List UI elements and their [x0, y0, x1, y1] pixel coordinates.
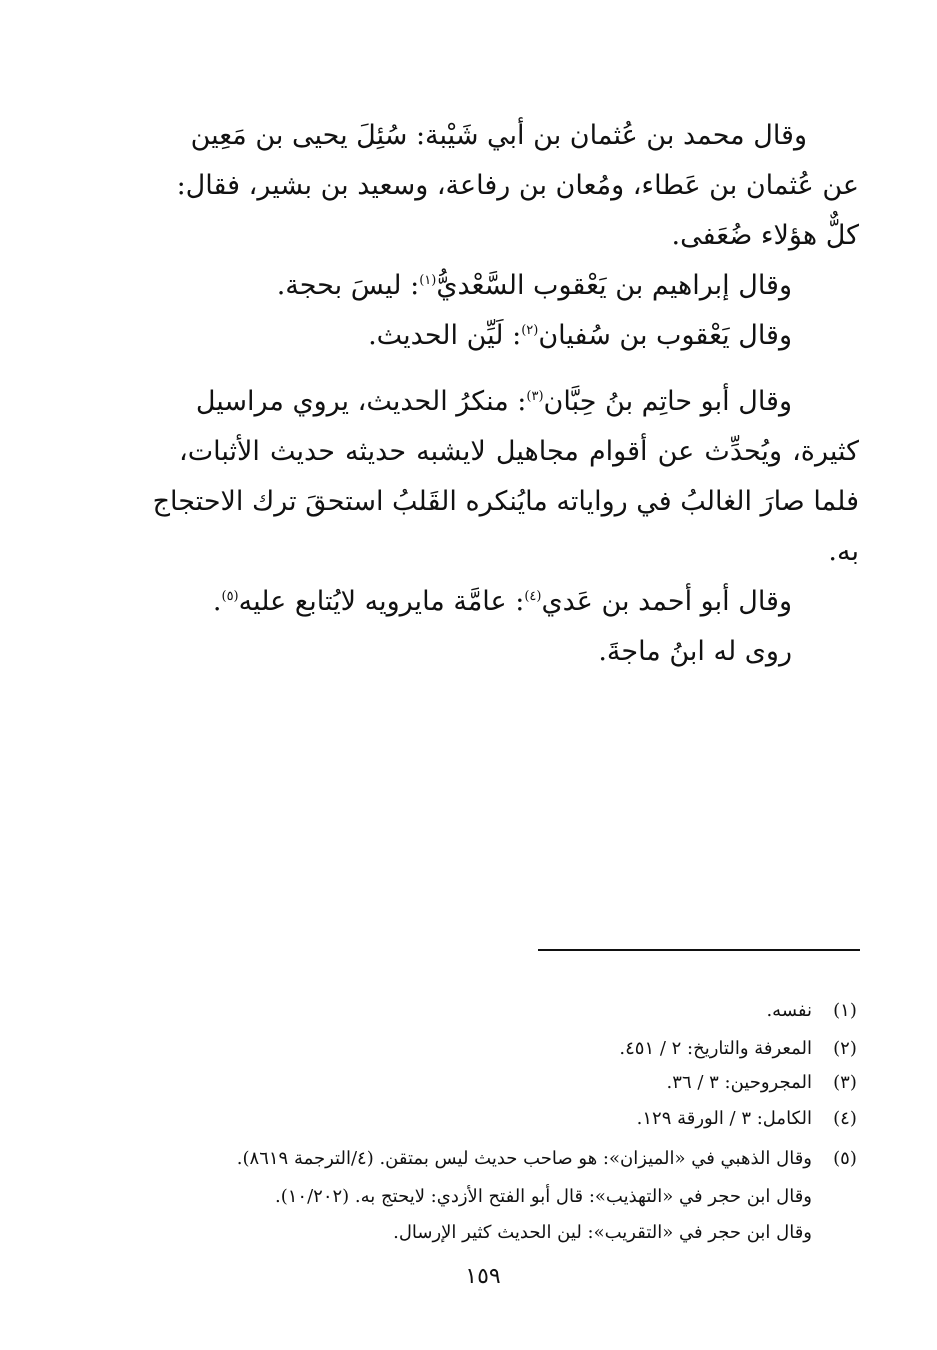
footnote-text: المعرفة والتاريخ: ٢ / ٤٥١.: [619, 1038, 812, 1059]
text-segment: .: [212, 586, 222, 617]
footnote-text: وقال ابن حجر في «التهذيب»: قال أبو الفتح الأزدي: لايحتج به. (١٠/٢٠٢).: [275, 1186, 812, 1207]
footnote-marker: (١): [419, 273, 437, 288]
footnote-number: (٥): [833, 1148, 857, 1169]
footnote-number: (٤): [833, 1108, 857, 1129]
footnote-number: (٣): [833, 1072, 857, 1093]
text-segment: وقال أبو أحمد بن عَدي: [541, 586, 792, 617]
text-segment: : منكرُ الحديث، يروي مراسيل: [195, 386, 527, 417]
footnote-text: وقال الذهبي في «الميزان»: هو صاحب حديث ليس بمتقن. (٤/الترجمة ٨٦١٩).: [236, 1148, 812, 1169]
footnote-number: (٢): [833, 1038, 857, 1059]
body-line: [213, 582, 792, 624]
footnote-number: (١): [833, 1000, 857, 1021]
text-segment: : ليسَ بحجة.: [276, 270, 420, 301]
body-line: فلما صارَ الغالبُ في رواياته مايُنكره القَلبُ استحقَ ترك الاحتجاج: [152, 486, 859, 517]
footnote-marker: (٢): [521, 323, 539, 338]
page-number: ١٥٩: [465, 1264, 501, 1289]
body-line: كلٌّ هؤلاء ضُعَفى.: [671, 220, 859, 251]
body-line: روى له ابنُ ماجةَ.: [598, 636, 792, 667]
text-segment: وقال أبو حاتِم بنُ حِبَّان: [543, 386, 792, 417]
footnote-text: المجروحين: ٣ / ٣٦.: [666, 1072, 812, 1093]
footnote-marker: (٤): [524, 589, 542, 604]
footnote-marker: (٥): [221, 589, 239, 604]
body-line: وقال محمد بن عُثمان بن أبي شَيْبة: سُئِلَ يحيى بن مَعِين: [190, 120, 807, 151]
body-line: [277, 266, 792, 308]
body-line: [196, 382, 792, 424]
text-segment: وقال يَعْقوب بن سُفيان: [538, 320, 792, 351]
body-line: كثيرة، ويُحدِّث عن أقوام مجاهيل لايشبه حديثه حديث الأثبات،: [179, 436, 859, 467]
body-line: [368, 316, 792, 358]
text-segment: وقال إبراهيم بن يَعْقوب السَّعْديُّ: [436, 270, 792, 301]
text-segment: : لَيِّن الحديث.: [368, 320, 522, 351]
body-line: به.: [828, 536, 859, 567]
footnote-separator: [538, 949, 860, 951]
footnote-marker: (٣): [526, 389, 544, 404]
footnote-text: الكامل: ٣ / الورقة ١٢٩.: [636, 1108, 812, 1129]
text-segment: : عامَّة مايرويه لايُتابع عليه: [238, 586, 525, 617]
footnote-text: وقال ابن حجر في «التقريب»: لين الحديث كثير الإرسال.: [393, 1222, 812, 1243]
body-line: عن عُثمان بن عَطاء، ومُعان بن رفاعة، وسعيد بن بشير، فقال:: [176, 170, 859, 201]
footnote-text: نفسه.: [766, 1000, 812, 1021]
